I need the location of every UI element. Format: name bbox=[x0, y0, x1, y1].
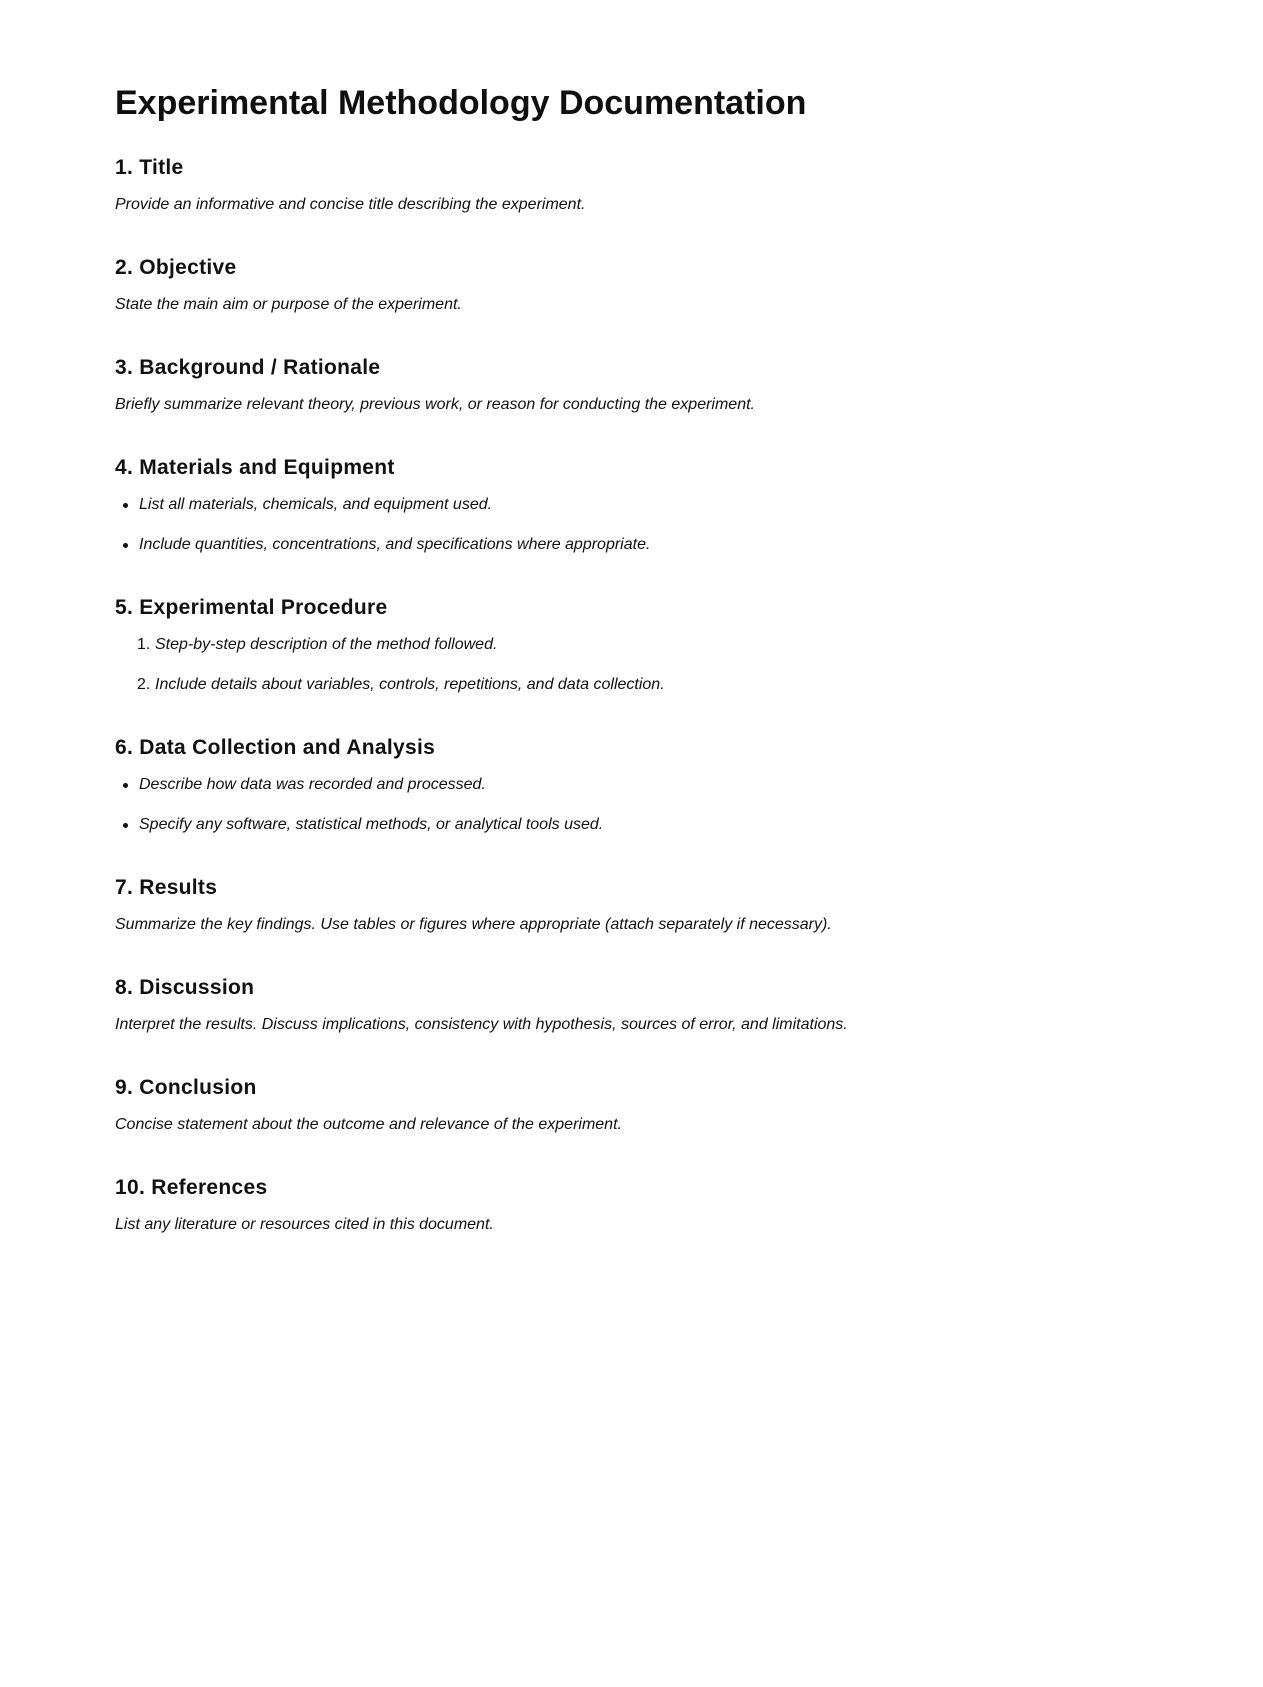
section-heading: 1. Title bbox=[115, 156, 184, 179]
section-references bbox=[115, 1174, 1263, 1236]
procedure-list bbox=[115, 634, 1263, 696]
section-data-collection bbox=[115, 734, 1263, 836]
section-objective bbox=[115, 254, 1263, 316]
section-text: Summarize the key findings. Use tables or figures where appropriate (attach separately if necessary). bbox=[115, 916, 832, 933]
section-text: Interpret the results. Discuss implications, consistency with hypothesis, sources of error, and limitations. bbox=[115, 1016, 848, 1033]
list-item: List all materials, chemicals, and equipment used. bbox=[115, 494, 1263, 516]
section-text: Provide an informative and concise title describing the experiment. bbox=[115, 196, 586, 213]
materials-list bbox=[115, 494, 1263, 556]
list-item: Describe how data was recorded and processed. bbox=[115, 774, 1263, 796]
list-item bbox=[115, 634, 1263, 656]
section-text: Briefly summarize relevant theory, previous work, or reason for conducting the experiment. bbox=[115, 396, 755, 413]
list-number: 2. bbox=[137, 676, 151, 693]
section-title bbox=[115, 154, 1263, 216]
section-heading: 2. Objective bbox=[115, 256, 237, 279]
section-procedure bbox=[115, 594, 1263, 696]
section-heading: 10. References bbox=[115, 1176, 268, 1199]
section-heading: 3. Background / Rationale bbox=[115, 356, 381, 379]
section-materials bbox=[115, 454, 1263, 556]
list-item-text: Include details about variables, controls, repetitions, and data collection. bbox=[155, 676, 665, 693]
section-heading: 5. Experimental Procedure bbox=[115, 596, 388, 619]
data-collection-list bbox=[115, 774, 1263, 836]
section-text: State the main aim or purpose of the experiment. bbox=[115, 296, 462, 313]
list-item bbox=[115, 674, 1263, 696]
section-text: List any literature or resources cited in this document. bbox=[115, 1216, 494, 1233]
section-text: Concise statement about the outcome and relevance of the experiment. bbox=[115, 1116, 622, 1133]
list-item-text: Step-by-step description of the method followed. bbox=[155, 636, 498, 653]
list-item: Specify any software, statistical methods, or analytical tools used. bbox=[115, 814, 1263, 836]
section-heading: 7. Results bbox=[115, 876, 218, 899]
section-heading: 6. Data Collection and Analysis bbox=[115, 736, 436, 759]
section-heading: 8. Discussion bbox=[115, 976, 255, 999]
list-number: 1. bbox=[137, 636, 151, 653]
section-heading: 9. Conclusion bbox=[115, 1076, 257, 1099]
document-title: Experimental Methodology Documentation bbox=[115, 84, 807, 122]
list-item: Include quantities, concentrations, and specifications where appropriate. bbox=[115, 534, 1263, 556]
section-discussion bbox=[115, 974, 1263, 1036]
section-background bbox=[115, 354, 1263, 416]
section-conclusion bbox=[115, 1074, 1263, 1136]
section-results bbox=[115, 874, 1263, 936]
section-heading: 4. Materials and Equipment bbox=[115, 456, 395, 479]
